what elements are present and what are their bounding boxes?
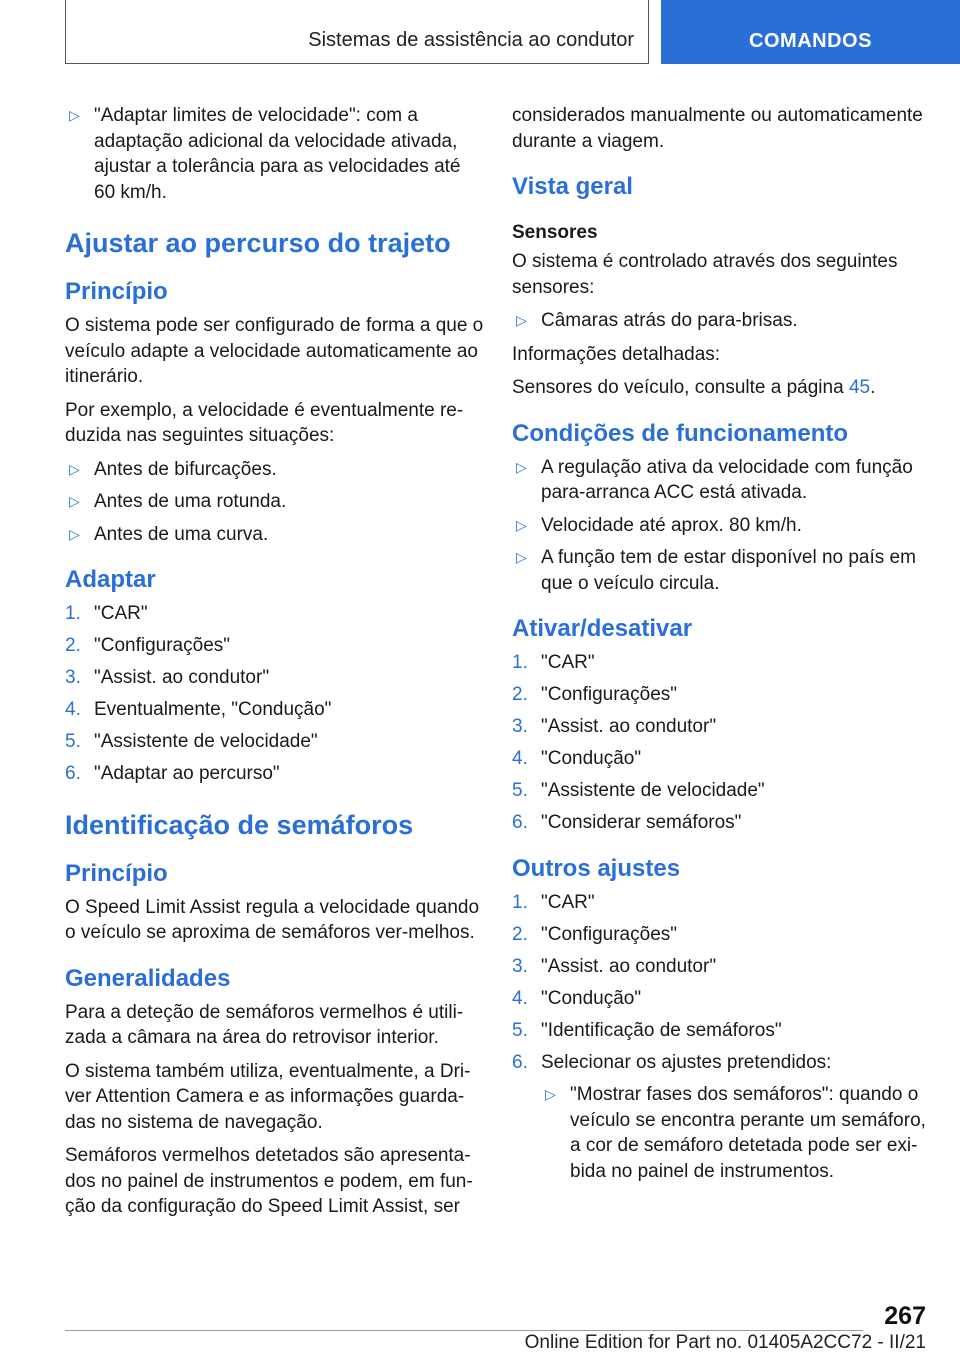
paragraph: Semáforos vermelhos detetados são apresenta-dos no painel de instrumentos e podem, em fun-ção da configuração do Speed Limit Assist, ser (65, 1145, 473, 1217)
header-chapter-tab[interactable] (661, 0, 960, 64)
other-steps (512, 890, 932, 1185)
paragraph: Informações detalhadas: (512, 343, 721, 365)
list-item: 2. "Configurações" (512, 923, 678, 945)
page-link[interactable]: 45 (848, 377, 871, 398)
paragraph: O sistema é controlado através dos seguintes sensores: (512, 251, 898, 298)
triangle-bullet-icon: ▷ (69, 107, 80, 123)
list-item: ▷ Câmaras atrás do para-brisas. (512, 308, 932, 334)
list-item: 4. "Condução" (512, 748, 642, 769)
list-item: 1. "CAR" (512, 652, 595, 673)
paragraph: O sistema pode ser configurado de forma a que o veículo adapte a velocidade automaticamente ao itinerário. (65, 315, 484, 387)
heading-principle: Princípio (65, 278, 168, 305)
adapt-steps (65, 601, 485, 787)
triangle-bullet-icon: ▷ (516, 549, 527, 565)
footer-divider (65, 1330, 863, 1331)
paragraph: Para a deteção de semáforos vermelhos é utili-zada a câmara na área do retrovisor interior. (65, 1001, 464, 1048)
list-item: 6. "Adaptar ao percurso" (65, 763, 280, 784)
list-item: 1. "CAR" (65, 603, 148, 624)
list-item: 5. "Assistente de velocidade" (65, 731, 318, 752)
heading-general: Generalidades (65, 964, 231, 992)
heading-route: Ajustar ao percurso do trajeto (65, 228, 451, 258)
heading-toggle: Ativar/desativar (512, 615, 693, 642)
list-item: ▷ "Adaptar limites de velocidade": com a adaptação adicional da velocidade ativada, ajustar a tolerância para as velocidades até 60 km/h. (69, 105, 461, 203)
list-item: ▷ A função tem de estar disponível no país em que o veículo circula. (516, 547, 916, 594)
triangle-bullet-icon: ▷ (69, 460, 80, 477)
toggle-steps (512, 650, 932, 836)
situations-list (65, 457, 485, 548)
list-item: ▷ Antes de bifurcações. (65, 457, 485, 483)
left-column (65, 103, 485, 1228)
conditions-list (512, 455, 932, 597)
header-chapter-label: COMANDOS (749, 30, 872, 52)
list-item: ▷ Antes de uma rotunda. (65, 489, 485, 515)
sub-bullet-list (541, 1082, 932, 1184)
triangle-bullet-icon: ▷ (516, 458, 527, 475)
heading-overview: Vista geral (512, 173, 633, 200)
heading-traffic-lights: Identificação de semáforos (65, 809, 414, 840)
list-item: 3. "Assist. ao condutor" (512, 716, 717, 737)
list-item: 4. Eventualmente, "Condução" (65, 699, 332, 720)
list-item: 3. "Assist. ao condutor" (65, 667, 270, 688)
triangle-bullet-icon: ▷ (69, 493, 80, 509)
header-section-box (65, 0, 649, 64)
list-item: 4. "Condução" (512, 987, 642, 1009)
heading-adapt: Adaptar (65, 566, 156, 593)
list-item: ▷ "Mostrar fases dos semáforos": quando o veículo se encontra perante um semáforo, a cor de semáforo detetada pode ser exi-bida no painel de instrumentos. (545, 1084, 926, 1182)
list-item: ▷ Velocidade até aprox. 80 km/h. (512, 513, 932, 539)
page-number: 267 (884, 1302, 926, 1330)
intro-bullet-list (65, 103, 485, 205)
footer-edition: Online Edition for Part no. 01405A2CC72 - II/21 (524, 1332, 926, 1353)
heading-sensors: Sensores (512, 222, 598, 243)
heading-conditions: Condições de funcionamento (512, 419, 849, 447)
list-item: 5. "Assistente de velocidade" (512, 780, 765, 801)
list-item: ▷ A regulação ativa da velocidade com função para-arranca ACC está ativada. (516, 456, 913, 503)
right-column (512, 103, 932, 1192)
list-item: 5. "Identificação de semáforos" (512, 1019, 782, 1041)
list-item: ▷ Antes de uma curva. (65, 522, 485, 548)
triangle-bullet-icon: ▷ (516, 312, 527, 328)
list-item: 6. "Considerar semáforos" (512, 812, 742, 833)
heading-principle: Princípio (65, 859, 168, 887)
triangle-bullet-icon: ▷ (69, 525, 80, 542)
list-item: 1. "CAR" (512, 891, 595, 913)
triangle-bullet-icon: ▷ (516, 516, 527, 533)
paragraph: Por exemplo, a velocidade é eventualmente re-duzida nas seguintes situações: (65, 399, 464, 446)
paragraph: O Speed Limit Assist regula a velocidade quando o veículo se aproxima de semáforos ver-melhos. (65, 896, 480, 943)
list-item: 2. "Configurações" (512, 684, 678, 705)
list-item: 3. "Assist. ao condutor" (512, 955, 717, 977)
list-item: 6. Selecionar os ajustes pretendidos: ▷ "Mostrar fases dos semáforos": quando o veículo se encontra perante um semáforo, a cor de semáforo detetada pode ser exi-bida no painel de instrumentos. (512, 1050, 932, 1185)
header-section-title: Sistemas de assistência ao condutor (308, 29, 634, 51)
paragraph: considerados manualmente ou automaticamente durante a viagem. (512, 105, 923, 152)
paragraph-page-reference: Sensores do veículo, consulte a página 45. (512, 377, 876, 398)
heading-other-settings: Outros ajustes (512, 854, 681, 882)
triangle-bullet-icon: ▷ (545, 1086, 556, 1102)
list-item: 2. "Configurações" (65, 635, 231, 656)
sensors-list (512, 308, 932, 334)
paragraph: O sistema também utiliza, eventualmente, a Dri-ver Attention Camera e as informações guarda-das no sistema de navegação. (65, 1060, 471, 1133)
